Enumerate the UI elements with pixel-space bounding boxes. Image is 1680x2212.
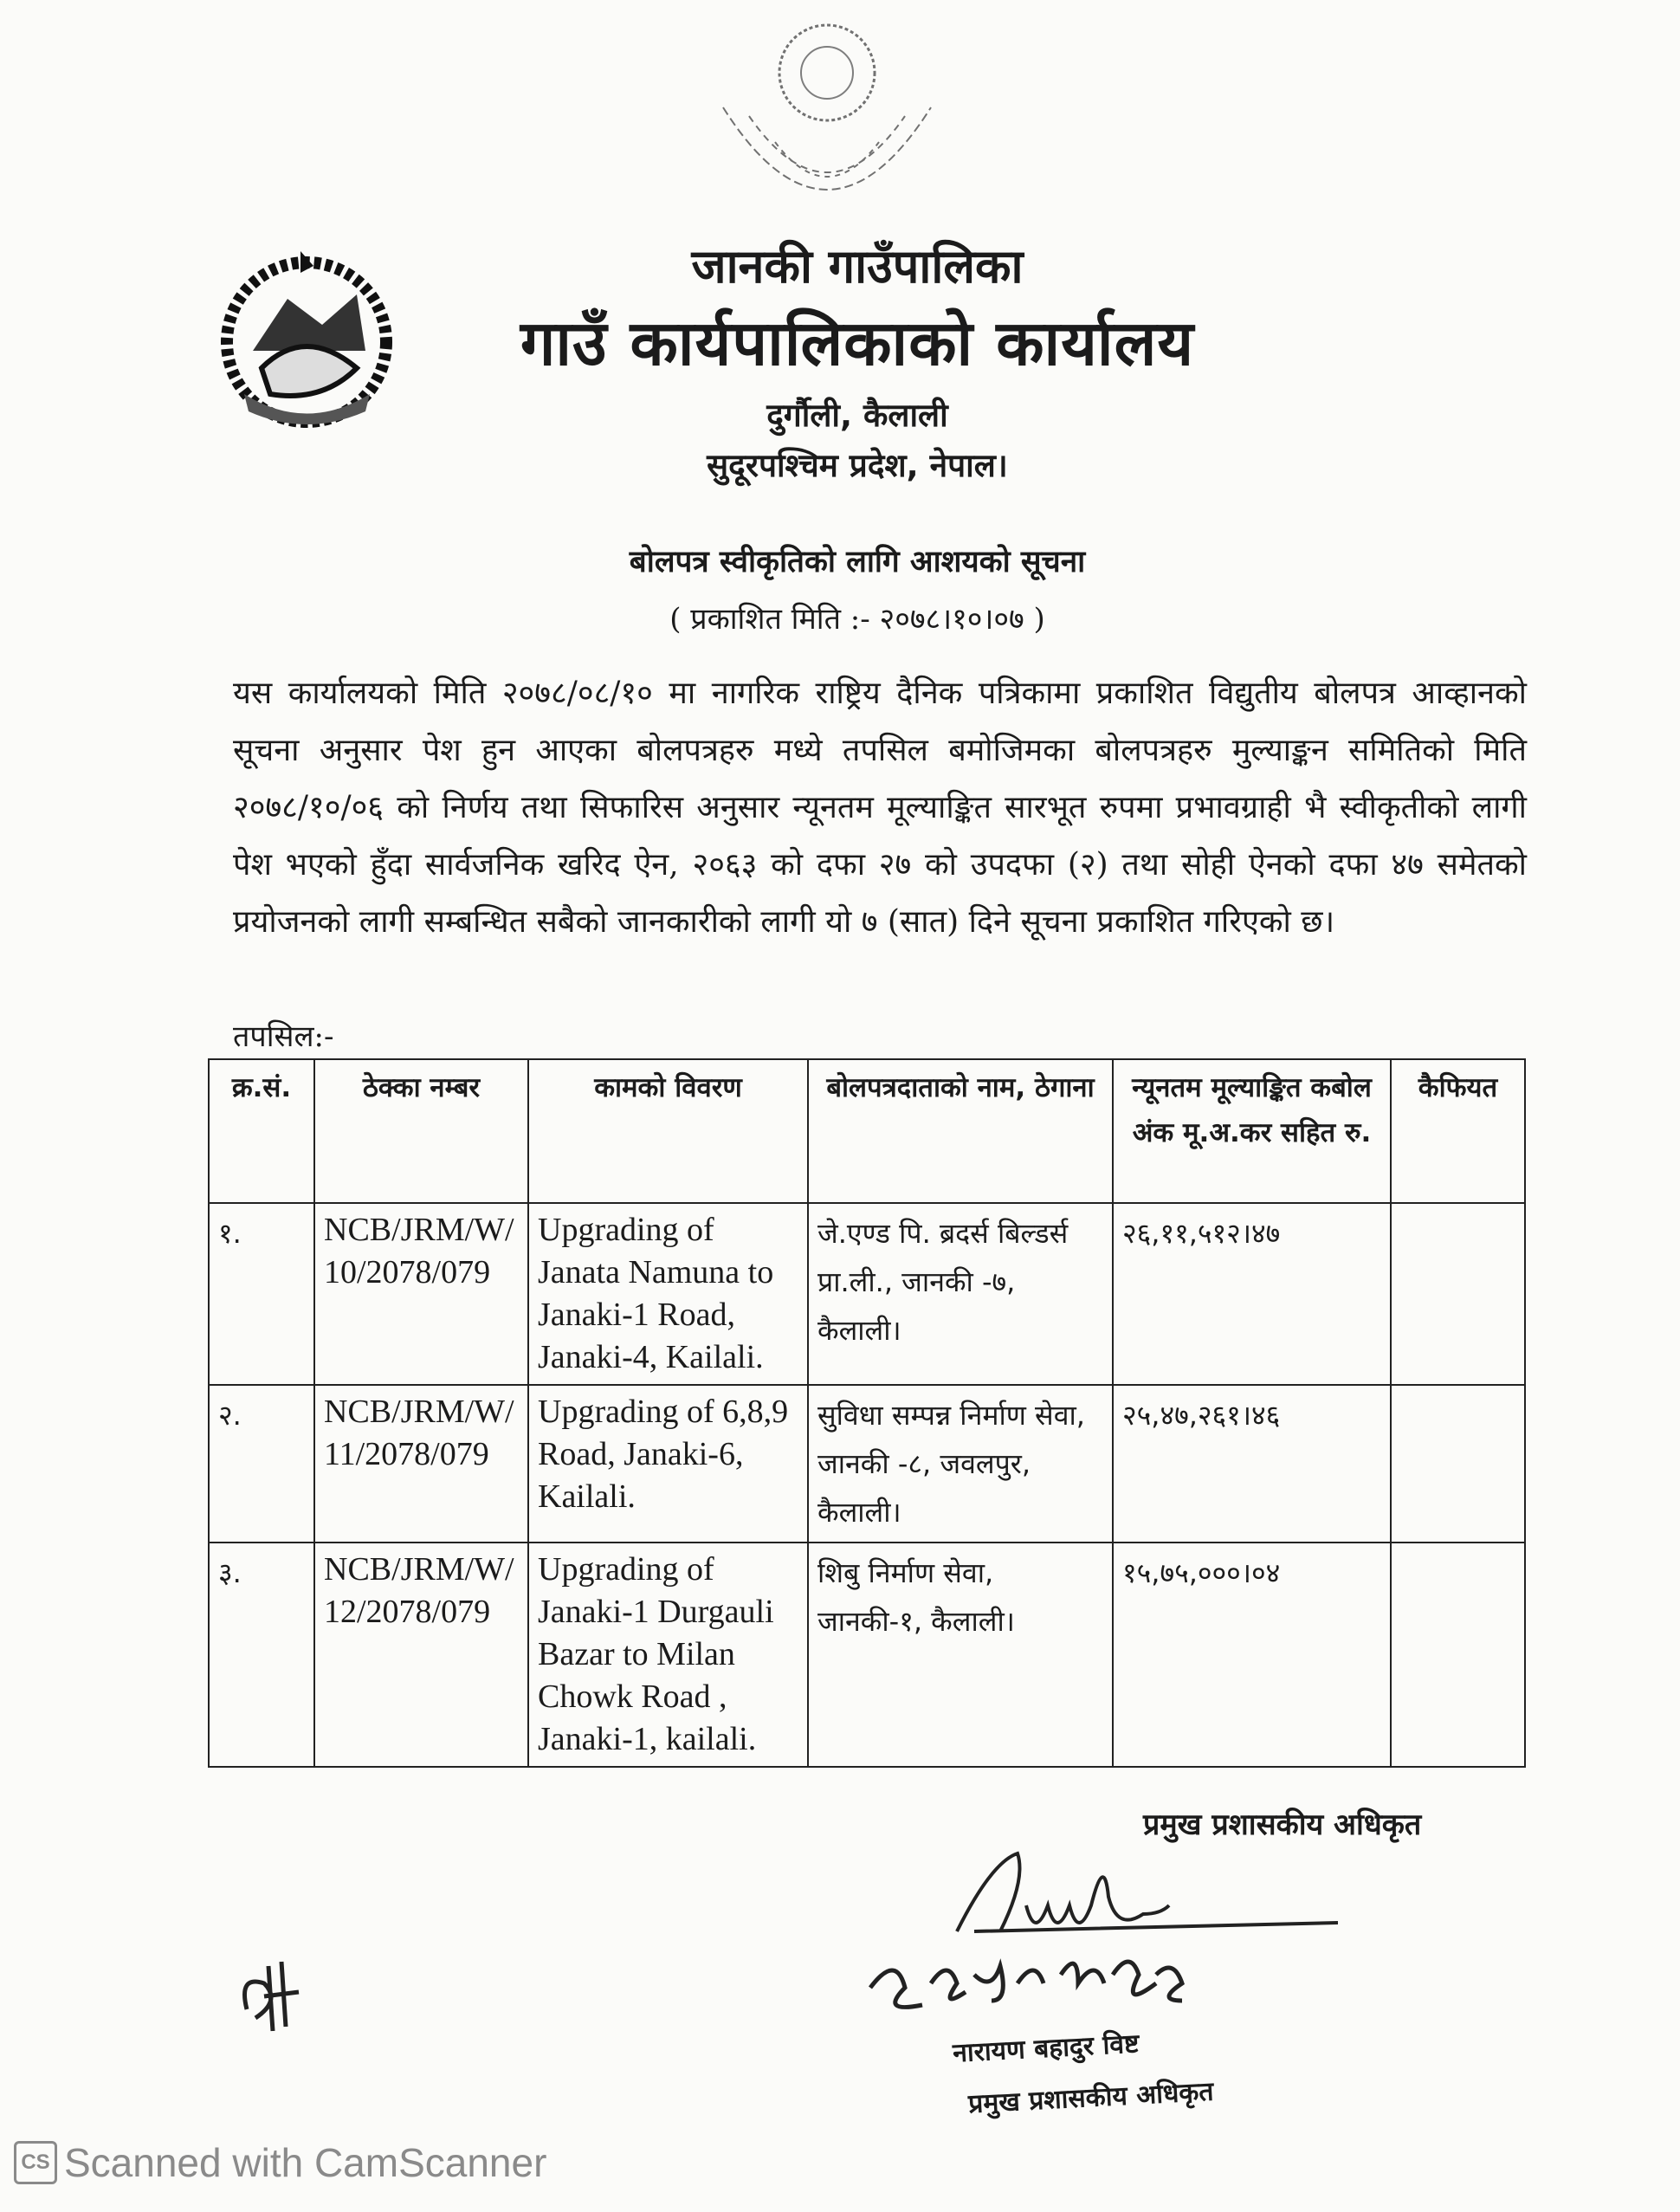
row-amount: २६,११,५१२।४७ xyxy=(1113,1203,1391,1385)
published-date: ( प्रकाशित मिति :- २०७८।१०।०७ ) xyxy=(669,602,1045,637)
schedule-label: तपसिल:- xyxy=(233,1019,334,1054)
municipality-name: जानकी गाउँपालिका xyxy=(691,239,1024,294)
row-bidder: सुविधा सम्पन्न निर्माण सेवा, जानकी -८, जवलपुर, कैलाली। xyxy=(808,1385,1113,1543)
office-province: सुदूरपश्चिम प्रदेश, नेपाल। xyxy=(707,447,1008,484)
office-stamp xyxy=(706,12,948,242)
header-sn: क्र.सं. xyxy=(209,1059,314,1203)
row-amount: १५,७५,०००।०४ xyxy=(1113,1543,1391,1767)
row-remarks xyxy=(1391,1543,1525,1767)
table-header-row xyxy=(209,1059,1525,1203)
signatory-role: प्रमुख प्रशासकीय अधिकृत xyxy=(967,2076,1215,2120)
row-work: Upgrading of Janaki-1 Durgauli Bazar to Milan Chowk Road , Janaki-1, kailali. xyxy=(528,1543,808,1767)
header-remarks: कैफियत xyxy=(1391,1059,1525,1203)
notice-title: बोलपत्र स्वीकृतिको लागि आशयको सूचना xyxy=(629,545,1086,579)
notice-body: यस कार्यालयको मिति २०७८/०८/१० मा नागरिक राष्ट्रिय दैनिक पत्रिकामा प्रकाशित विद्युतीय बोलपत्र आव्हानको सूचना अनुसार पेश हुन आएका बोलपत्रहरु मध्ये तपसिल बमोजिमका बोलपत्रहरु मुल्याङ्कन समितिको मिति २०७८/१०/०६ को निर्णय तथा सिफारिस अनुसार न्यूनतम मूल्याङ्कित सारभूत रुपमा प्रभावग्राही भै स्वीकृतीको लागी पेश भएको हुँदा सार्वजनिक खरिद ऐन, २०६३ को दफा २७ को उपदफा (२) तथा सोही ऐनको दफा ४७ समेतको प्रयोजनको लागी सम्बन्धित सबैको जानकारीको लागी यो ७ (सात) दिने सूचना प्रकाशित गरिएको छ। xyxy=(233,676,1527,940)
row-bidder: शिबु निर्माण सेवा, जानकी-१, कैलाली। xyxy=(808,1543,1113,1767)
camscanner-logo-icon: CS xyxy=(14,2141,57,2184)
header-contract-no: ठेक्का नम्बर xyxy=(314,1059,528,1203)
row-sn: १. xyxy=(209,1203,314,1385)
row-bidder: जे.एण्ड पि. ब्रदर्स बिल्डर्स प्रा.ली., जानकी -७, कैलाली। xyxy=(808,1203,1113,1385)
table-row xyxy=(209,1385,1525,1543)
table-row xyxy=(209,1543,1525,1767)
row-amount: २५,४७,२६१।४६ xyxy=(1113,1385,1391,1543)
camscanner-watermark xyxy=(14,2139,546,2186)
signatory-title: प्रमुख प्रशासकीय अधिकृत xyxy=(1143,1808,1422,1842)
row-work: Upgrading of 6,8,9 Road, Janaki-6, Kailali. xyxy=(528,1385,808,1543)
row-contract: NCB/JRM/W/ 11/2078/079 xyxy=(314,1385,528,1543)
initial-signature xyxy=(229,1949,316,2035)
office-location: दुर्गौली, कैलाली xyxy=(766,397,948,434)
row-sn: ३. xyxy=(209,1543,314,1767)
row-contract: NCB/JRM/W/ 12/2078/079 xyxy=(314,1543,528,1767)
row-work: Upgrading of Janata Namuna to Janaki-1 Road, Janaki-4, Kailali. xyxy=(528,1203,808,1385)
header-bidder: बोलपत्रदाताको नाम, ठेगाना xyxy=(808,1059,1113,1203)
nepal-emblem-logo xyxy=(218,247,396,430)
handwritten-signature xyxy=(853,1827,1338,2044)
row-sn: २. xyxy=(209,1385,314,1543)
camscanner-text: Scanned with CamScanner xyxy=(64,2140,547,2185)
row-remarks xyxy=(1391,1203,1525,1385)
row-contract: NCB/JRM/W/ 10/2078/079 xyxy=(314,1203,528,1385)
table-row xyxy=(209,1203,1525,1385)
header-amount: न्यूनतम मूल्याङ्कित कबोल अंक मू.अ.कर सहित रु. xyxy=(1113,1059,1391,1203)
office-name: गाउँ कार्यपालिकाको कार्यालय xyxy=(520,307,1195,379)
bid-table xyxy=(208,1058,1526,1768)
row-remarks xyxy=(1391,1385,1525,1543)
header-work-description: कामको विवरण xyxy=(528,1059,808,1203)
signatory-name: नारायण बहादुर विष्ट xyxy=(952,2028,1140,2069)
